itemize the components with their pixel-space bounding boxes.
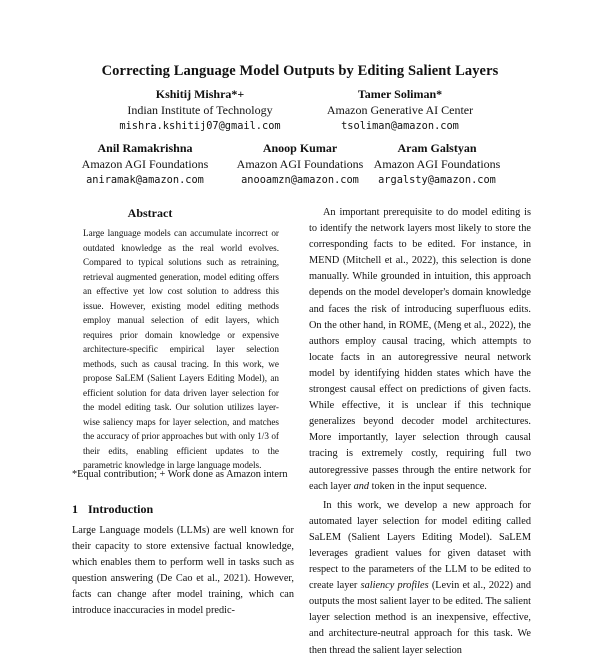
author-affiliation: Amazon AGI Foundations xyxy=(81,157,209,171)
author-name: Anil Ramakrishna xyxy=(97,141,193,155)
author-name: Anoop Kumar xyxy=(262,141,338,155)
paragraph-text: token in the input sequence. xyxy=(371,480,487,492)
author-name: Aram Galstyan xyxy=(397,141,477,155)
abstract-heading: Abstract xyxy=(127,206,173,220)
section-title: Introduction xyxy=(88,502,154,516)
emphasis: saliency profiles xyxy=(360,580,429,592)
author-affiliation: Amazon AGI Foundations xyxy=(373,157,501,171)
author-email: anooamzn@amazon.com xyxy=(241,174,359,186)
author-block xyxy=(100,86,300,134)
author-email: argalsty@amazon.com xyxy=(378,174,496,186)
author-email: aniramak@amazon.com xyxy=(86,174,204,186)
section-number: 1 xyxy=(72,502,78,516)
author-name: Kshitij Mishra*+ xyxy=(155,87,245,101)
introduction-text: Large Language models (LLMs) are well known for their capacity to store extensive factual knowledge, which enables them to perform well in tasks such as question answering (De Cao et al., 2021). However, facts can change after model training, which can introduce inaccuracies in model predic- xyxy=(72,525,294,617)
author-affiliation: Amazon Generative AI Center xyxy=(326,103,474,117)
author-block xyxy=(300,86,500,134)
paragraph-text: (Levin et al., 2022) and outputs the most salient layer to be edited. The salient layer selection method is an inexpensive, effective, and architecture-neutral approach for this task. We then thread the salient layer selection xyxy=(309,580,531,656)
paragraph-text: In this work, we develop a new approach for automated layer selection for model editing called SaLEM (Salient Layers Editing Model). SaLEM leverages gradient values for given dataset with respect to the parameters of the LLM to be edited to create layer xyxy=(309,499,531,592)
abstract-text: Large language models can accumulate incorrect or outdated knowledge as the real world evolves. Compared to typical solutions such as retraining, retrieval augmented generation, model editing offers an effective yet low cost solution to address this issue. However, existing model editing methods employ manual selection of edit layers, which requires prior domain knowledge or expensive architecture-specific empirical layer selection methods, such as causal tracing. In this work, we propose SaLEM (Salient Layers Editing Model), an efficient solution for data driven layer selection for the model editing task. Our solution utilizes layer-wise saliency maps for layer selection, and matches the accuracy of prior approaches but with only 1/3 of their edits, enabling efficient updates to the parametric knowledge in large language models. xyxy=(83,228,279,470)
author-block xyxy=(60,140,230,188)
section-heading xyxy=(72,502,153,517)
introduction-body xyxy=(72,523,294,620)
author-email: mishra.kshitij07@gmail.com xyxy=(119,120,281,132)
paragraph xyxy=(309,498,531,659)
paragraph-text: An important prerequisite to do model editing is to identify the network layers most likely to store the corresponding facts to be edited. For instance, in MEND (Mitchell et al., 2022), this selection is done manually. While grounded in intuition, this approach depends on the model developer's domain knowledge and faces the risk of introducing superfluous edits. On the other hand, in ROME, (Meng et al., 2022), the authors employ causal tracing, which attempts to locate facts in an autoregressive neural network model by identifying hidden states which have the strongest causal effect on predictions of given facts. While effective, it is unclear if this technique generalizes beyond decoder model architectures. More importantly, layer selection through causal tracing is extremely costly, requiring full two autoregressive passes through the entire network for each layer xyxy=(309,207,531,492)
author-block xyxy=(352,140,522,188)
author-name: Tamer Soliman* xyxy=(357,87,443,101)
footnote: *Equal contribution; + Work done as Amazon intern xyxy=(72,469,288,480)
author-affiliation: Indian Institute of Technology xyxy=(127,103,273,117)
right-column xyxy=(309,205,531,659)
emphasis: and xyxy=(353,480,370,492)
abstract-body xyxy=(83,226,279,473)
author-email: tsoliman@amazon.com xyxy=(341,120,459,132)
paragraph xyxy=(309,205,531,495)
author-affiliation: Amazon AGI Foundations xyxy=(236,157,364,171)
paper-title: Correcting Language Model Outputs by Editing Salient Layers xyxy=(101,63,499,79)
